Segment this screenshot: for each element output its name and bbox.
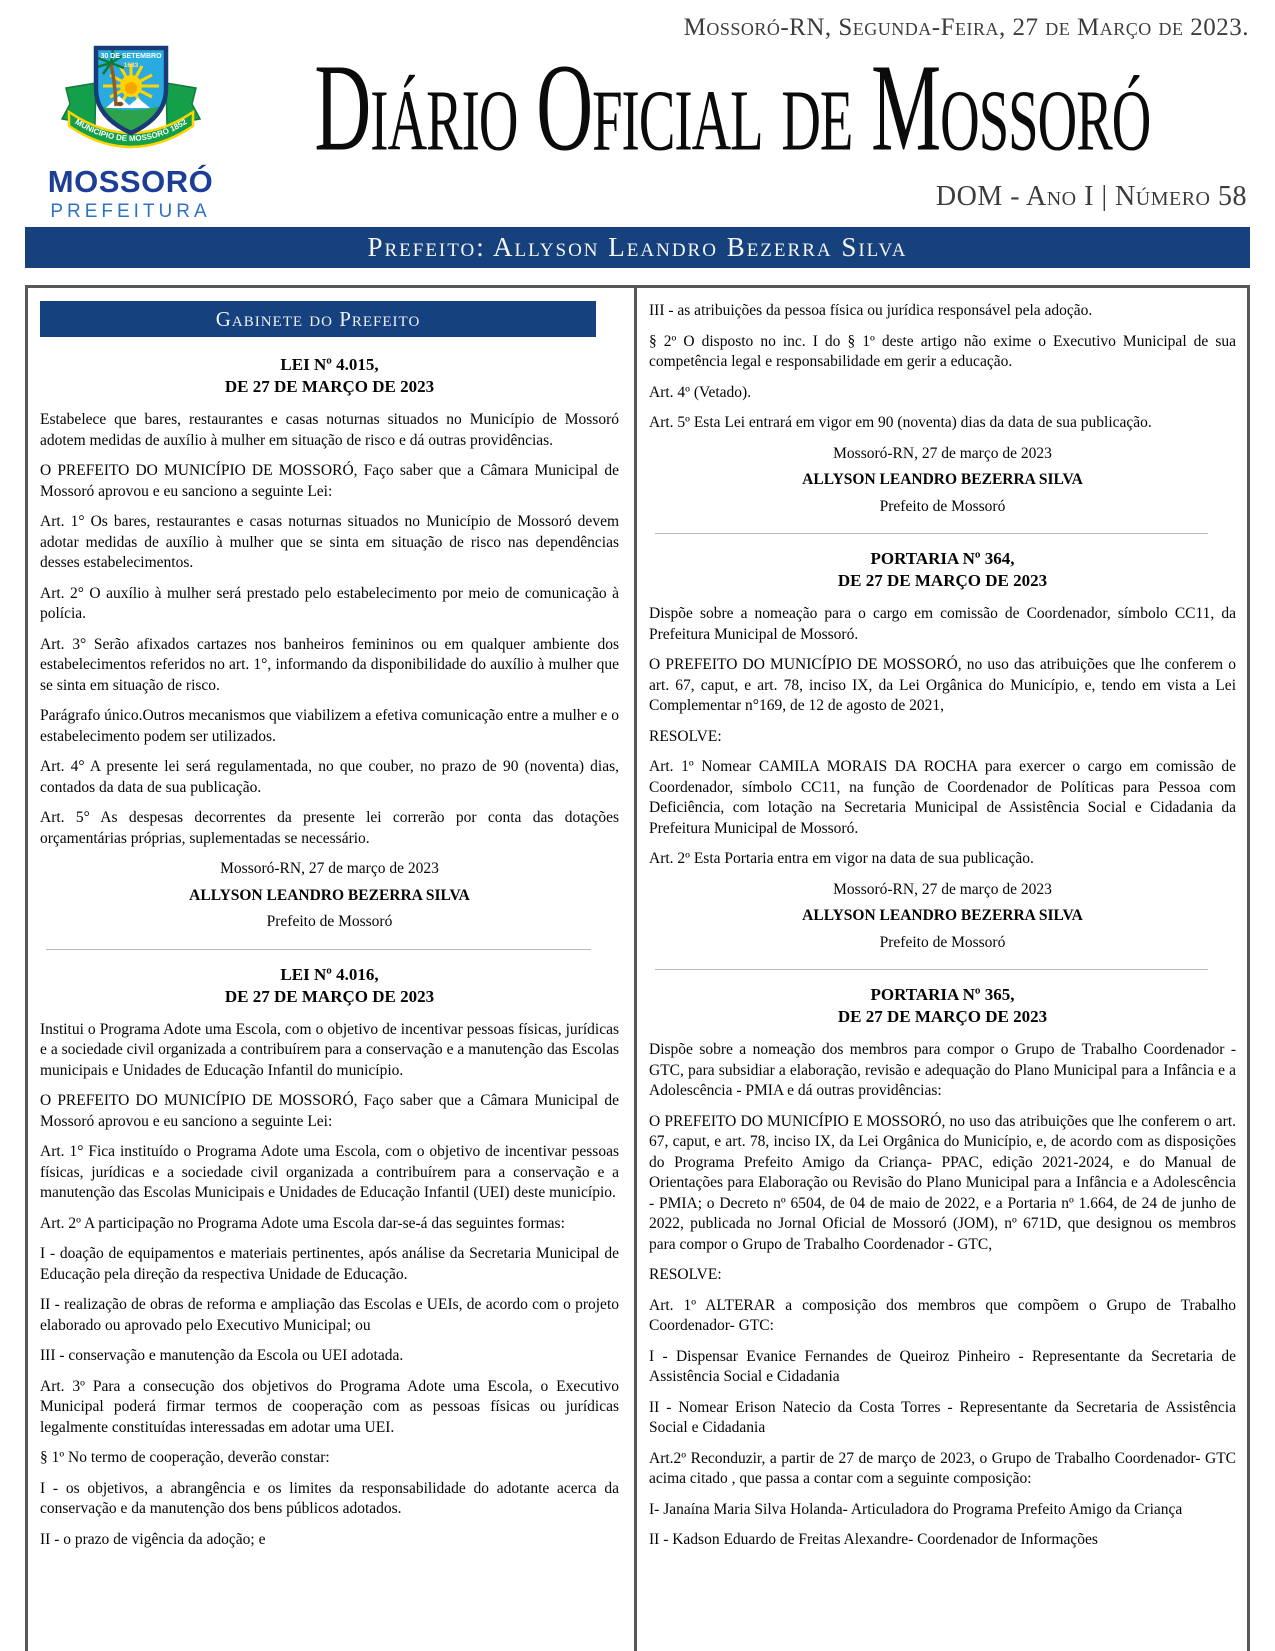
document-heading-line: DE 27 DE MARÇO DE 2023 bbox=[224, 986, 435, 1006]
centered-line: Prefeito de Mossoró bbox=[266, 913, 393, 930]
document-heading bbox=[649, 548, 1236, 592]
paragraph: RESOLVE: bbox=[649, 1266, 722, 1283]
centered-line: Prefeito de Mossoró bbox=[879, 933, 1006, 951]
paragraph: II - realização de obras de reforma e ampliação das Escolas e UEIs, de acordo com o projeto elaborado ou aprovado pelo Executivo Municipal; ou bbox=[40, 1296, 619, 1334]
prefeito-banner: Prefeito: Allyson Leandro Bezerra Silva bbox=[25, 227, 1250, 268]
section-header-gabinete: Gabinete do Prefeito bbox=[40, 301, 596, 337]
logo-subtitle: PREFEITURA bbox=[50, 201, 211, 222]
paragraph: III - as atribuições da pessoa física ou jurídica responsável pela adoção. bbox=[649, 302, 1093, 319]
left-column bbox=[28, 288, 637, 1651]
paragraph: I - os objetivos, a abrangência e os limites da responsabilidade do adotante acerca da conservação e da manutenção dos bens públicos adotados. bbox=[40, 1479, 619, 1517]
centered-line: Mossoró-RN, 27 de março de 2023 bbox=[220, 860, 439, 877]
paragraph: Institui o Programa Adote uma Escola, com o objetivo de incentivar pessoas físicas, jurídicas e a sociedade civil organizada a contribuírem para a conservação e a manutenção das Escolas municipais e Unidades de Educação Infantil do município. bbox=[40, 1020, 619, 1079]
paragraph: Art. 1º ALTERAR a composição dos membros que compõem o Grupo de Trabalho Coordenador- GTC: bbox=[649, 1296, 1236, 1334]
crest-top-text: 30 DE SETEMBRO bbox=[99, 53, 162, 60]
paragraph: I - Dispensar Evanice Fernandes de Queiroz Pinheiro - Representante da Secretaria de Assistência Social e Cidadania bbox=[649, 1347, 1236, 1385]
masthead bbox=[218, 38, 1247, 186]
paragraph: I - doação de equipamentos e materiais pertinentes, após análise da Secretaria Municipal de Educação pela direção da respectiva Unidade de Educação. bbox=[40, 1245, 619, 1283]
paragraph: Dispõe sobre a nomeação dos membros para compor o Grupo de Trabalho Coordenador - GTC, para subsidiar a elaboração, revisão e adequação do Plano Municipal para a Infância e a Adolescência - PMIA e dá outras providências: bbox=[649, 1041, 1236, 1099]
paragraph: Art.2º Reconduzir, a partir de 27 de março de 2023, o Grupo de Trabalho Coordenador- GTC acima citado , que passa a contar com a seguinte composição: bbox=[649, 1449, 1236, 1487]
paragraph: Art. 3° Serão afixados cartazes nos banheiros femininos ou em qualquer ambiente dos estabelecimentos referidos no art. 1°, informando da disponibilidade do auxílio à mulher que se sinta em situação de risco. bbox=[40, 635, 619, 694]
crest-year-text: 1683 bbox=[123, 62, 138, 69]
paragraph: § 1º No termo de cooperação, deverão constar: bbox=[40, 1449, 330, 1466]
paragraph: II - o prazo de vigência da adoção; e bbox=[40, 1530, 266, 1548]
paragraph: Parágrafo único.Outros mecanismos que viabilizem a efetiva comunicação entre a mulher e o estabelecimento podem ser utilizados. bbox=[40, 707, 619, 745]
paragraph: III - conservação e manutenção da Escola ou UEI adotada. bbox=[40, 1347, 404, 1364]
paragraph: I- Janaína Maria Silva Holanda- Articuladora do Programa Prefeito Amigo da Criança bbox=[649, 1500, 1183, 1518]
crest-arc-text: MUNICÍPIO DE MOSSORÓ 1852 bbox=[73, 117, 188, 144]
document-heading-line: DE 27 DE MARÇO DE 2023 bbox=[837, 1007, 1048, 1026]
paragraph: Art. 1º Nomear CAMILA MORAIS DA ROCHA para exercer o cargo em comissão de Coordenador, símbolo CC11, na função de Coordenador de Políticas para Pessoa com Deficiência, com lotação na Secretaria Municipal de Assistência Social e Cidadania da Prefeitura Municipal de Mossoró. bbox=[649, 758, 1236, 837]
document-heading-line: DE 27 DE MARÇO DE 2023 bbox=[837, 571, 1048, 590]
signature-name: ALLYSON LEANDRO BEZERRA SILVA bbox=[802, 471, 1083, 488]
right-column bbox=[637, 288, 1247, 1651]
document-heading-line: DE 27 DE MARÇO DE 2023 bbox=[224, 377, 435, 396]
paragraph: Art. 1° Fica instituído o Programa Adote uma Escola, com o objetivo de incentivar pessoas físicas, jurídicas e a sociedade civil organizada a contribuírem para a conservação e a manutenção das Escolas Municipais e Unidades de Educação Infantil (UEI) deste município. bbox=[40, 1143, 619, 1201]
paragraph: Dispõe sobre a nomeação para o cargo em comissão de Coordenador, símbolo CC11, da Prefeitura Municipal de Mossoró. bbox=[649, 605, 1236, 643]
paragraph: Art. 4º (Vetado). bbox=[649, 383, 752, 401]
paragraph: Art. 2º A participação no Programa Adote uma Escola dar-se-á das seguintes formas: bbox=[40, 1214, 565, 1232]
document-heading bbox=[40, 964, 619, 1008]
paragraph: II - Nomear Erison Natecio da Costa Torres - Representante da Secretaria de Assistência Social e Cidadania bbox=[649, 1398, 1236, 1436]
paragraph: Art. 4° A presente lei será regulamentada, no que couber, no prazo de 90 (noventa) dias, contados da data de sua publicação. bbox=[40, 758, 619, 796]
document-separator bbox=[655, 969, 1208, 970]
paragraph: O PREFEITO DO MUNICÍPIO E MOSSORÓ, no uso das atribuições que lhe conferem o art. 67, caput, e art. 78, inciso IX, da Lei Orgânica do Município, e, de acordo com as disposições do Programa Prefeito Amigo da Criança- PPAC, edição 2021-2024, e do Manual de Orientações para Elaboração ou Revisão do Plano Municipal para a Infância e a Adolescência - PMIA; o Decreto nº 6504, de 04 de maio de 2022, e a Portaria nº 1.664, de 24 de junho de 2022, publicada no Jornal Oficial de Mossoró (JOM), nº 671D, que designou os membros para compor o Grupo de Trabalho Coordenador - GTC, bbox=[649, 1112, 1236, 1253]
document-heading bbox=[40, 354, 619, 398]
document-separator bbox=[46, 949, 591, 950]
document-heading-line: PORTARIA Nº 365, bbox=[870, 985, 1015, 1004]
document-separator bbox=[655, 533, 1208, 534]
signature-name: ALLYSON LEANDRO BEZERRA SILVA bbox=[189, 886, 470, 904]
document-heading-line: LEI Nº 4.015, bbox=[280, 355, 379, 374]
paragraph: Art. 3º Para a consecução dos objetivos do Programa Adote uma Escola, o Executivo Municipal poderá firmar termos de cooperação com as pessoas físicas ou jurídicas legalmente constituídas interessadas em adotar uma UEI. bbox=[40, 1377, 619, 1436]
document-heading-line: PORTARIA Nº 364, bbox=[870, 549, 1015, 568]
paragraph: O PREFEITO DO MUNICÍPIO DE MOSSORÓ, no uso das atribuições que lhe conferem o art. 67, caput, e art. 78, inciso IX, da Lei Orgânica do Município, e, tendo em vista a Lei Complementar n°169, de 12 de agosto de 2021, bbox=[649, 656, 1236, 714]
centered-line: Prefeito de Mossoró bbox=[879, 497, 1006, 515]
document-heading-line: LEI Nº 4.016, bbox=[280, 964, 379, 984]
paragraph: O PREFEITO DO MUNICÍPIO DE MOSSORÓ, Faço saber que a Câmara Municipal de Mossoró aprovou e eu sanciono a seguinte Lei: bbox=[40, 1092, 619, 1130]
content-frame bbox=[25, 285, 1250, 1651]
paragraph: Art. 2° O auxílio à mulher será prestado pelo estabelecimento por meio de comunicação à polícia. bbox=[40, 584, 619, 622]
centered-line: Mossoró-RN, 27 de março de 2023 bbox=[833, 880, 1052, 898]
paragraph: Art. 5º Esta Lei entrará em vigor em 90 (noventa) dias da data de sua publicação. bbox=[649, 414, 1152, 431]
paragraph: Estabelece que bares, restaurantes e casas noturnas situados no Município de Mossoró adotem medidas de auxílio à mulher em situação de risco e dá outras providências. bbox=[40, 411, 619, 449]
city-logo bbox=[28, 42, 233, 223]
mossoro-crest-icon bbox=[55, 42, 207, 162]
right-column-blocks bbox=[649, 301, 1236, 1551]
paragraph: RESOLVE: bbox=[649, 727, 722, 745]
paragraph: Art. 1° Os bares, restaurantes e casas noturnas situados no Município de Mossoró devem adotar medidas de auxílio à mulher que se sinta em situação de risco nas dependências desses estabelecimentos. bbox=[40, 513, 619, 571]
left-column-blocks bbox=[40, 354, 619, 1550]
document-heading bbox=[649, 984, 1236, 1028]
paragraph: II - Kadson Eduardo de Freitas Alexandre- Coordenador de Informações bbox=[649, 1531, 1098, 1548]
masthead-title: Diário Oficial de Mossoró bbox=[314, 38, 1151, 177]
paragraph: § 2º O disposto no inc. I do § 1º deste artigo não exime o Executivo Municipal de sua competência legal e responsabilidade em gerir a educação. bbox=[649, 332, 1236, 370]
paragraph: Art. 5° As despesas decorrentes da presente lei correrão por conta das dotações orçamentárias próprias, suplementadas se necessário. bbox=[40, 809, 619, 847]
centered-line: Mossoró-RN, 27 de março de 2023 bbox=[833, 444, 1052, 462]
paragraph: O PREFEITO DO MUNICÍPIO DE MOSSORÓ, Faço saber que a Câmara Municipal de Mossoró aprovou e eu sanciono a seguinte Lei: bbox=[40, 462, 619, 500]
paragraph: Art. 2º Esta Portaria entra em vigor na data de sua publicação. bbox=[649, 850, 1034, 867]
signature-name: ALLYSON LEANDRO BEZERRA SILVA bbox=[802, 907, 1083, 924]
header-date: Mossoró-RN, Segunda-Feira, 27 de Março de 2023. bbox=[683, 14, 1249, 41]
logo-city-name: MOSSORÓ bbox=[47, 164, 214, 199]
edition-line: DOM - Ano I | Número 58 bbox=[935, 181, 1247, 212]
